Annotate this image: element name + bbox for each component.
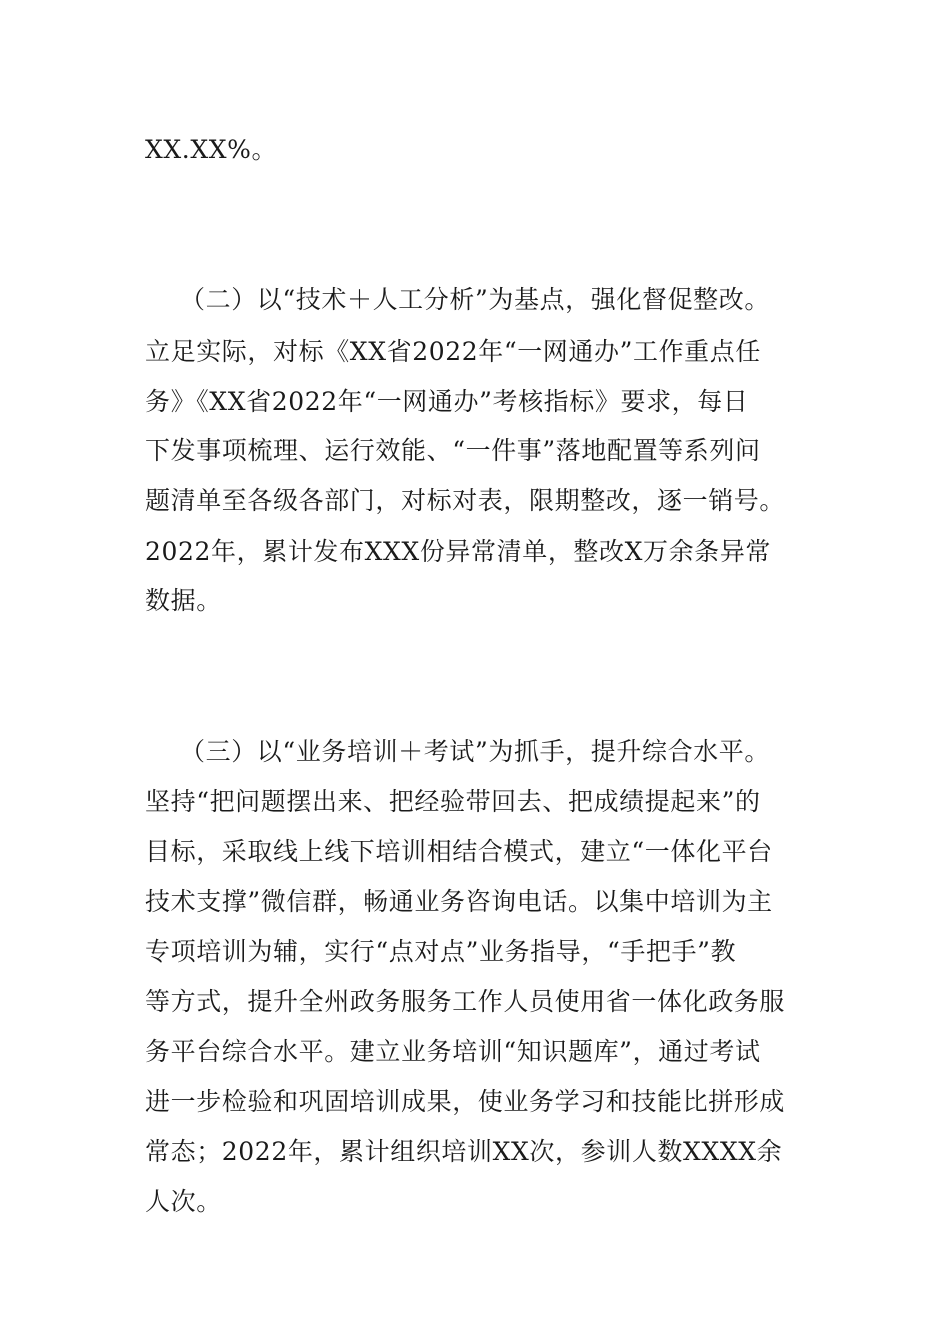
section3-heading: （三）以“业务培训＋考试”为抓手，提升综合水平。: [180, 737, 770, 766]
section3-line: 常态；2022年，累计组织培训XX次，参训人数XXXX余: [145, 1137, 783, 1166]
section3-line: 人次。: [145, 1187, 222, 1216]
section2-heading: （二）以“技术＋人工分析”为基点，强化督促整改。: [180, 285, 770, 314]
section3-line: 技术支撑”微信群，畅通业务咨询电话。以集中培训为主: [145, 887, 773, 916]
section2-line: 下发事项梳理、运行效能、“一件事”落地配置等系列问: [145, 436, 761, 465]
section3-line: 坚持“把问题摆出来、把经验带回去、把成绩提起来”的: [145, 787, 761, 816]
section3-line: 等方式，提升全州政务服务工作人员使用省一体化政务服: [145, 987, 786, 1016]
section2-line: 题清单至各级各部门，对标对表，限期整改，逐一销号。: [145, 486, 786, 515]
section2-line: 务》《XX省2022年“一网通办”考核指标》要求，每日: [145, 387, 749, 416]
section2-line: 立足实际，对标《XX省2022年“一网通办”工作重点任: [145, 337, 761, 366]
section3-line: 专项培训为辅，实行“点对点”业务指导，“手把手”教: [145, 937, 737, 966]
section3-line: 进一步检验和巩固培训成果，使业务学习和技能比拼形成: [145, 1087, 786, 1116]
section3-line: 目标，采取线上线下培训相结合模式，建立“一体化平台: [145, 837, 773, 866]
top-fragment: XX.XX%。: [145, 135, 278, 164]
section3-line: 务平台综合水平。建立业务培训“知识题库”，通过考试: [145, 1037, 761, 1066]
section2-line: 2022年，累计发布XXX份异常清单，整改X万余条异常: [145, 537, 772, 566]
section2-line: 数据。: [145, 586, 222, 615]
